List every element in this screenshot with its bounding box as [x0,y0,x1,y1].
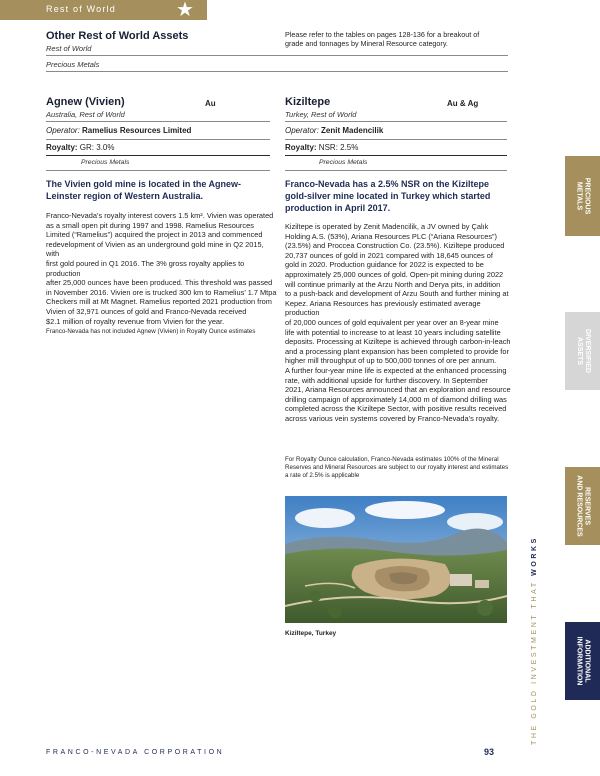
royalty-value: GR: 3.0% [79,143,115,152]
region-kiziltepe: Turkey, Rest of World [285,110,357,119]
note-line: Reserves and Mineral Resources are subject to our royalty interest and estimates [285,464,509,471]
operator-value: Zenit Madencilik [321,126,384,135]
intro-note: Please refer to the tables on pages 128-136 for a breakout of grade and tonnages by Mineral Resource category. [285,30,480,48]
body-agnew [46,211,278,326]
tab-reserves-and-resources[interactable] [565,467,600,545]
body-line: approximately 25,000 ounces of gold. Open-pit mining during 2022 [285,269,504,279]
body-line: to a push-back and development of Arzu South and further mining at [285,289,509,299]
category-kiziltepe: Precious Metals [319,159,368,166]
divider [285,139,507,140]
body-line: $2.1 million of royalty revenue from Vivien for the year. [46,316,225,326]
tagline [523,536,541,745]
body-line: and a processing plant expansion has been completed to provide for [285,346,509,356]
tagline-suffix: WORKS [531,536,538,576]
royalty-row-kiziltepe [285,143,358,152]
intro-category: Precious Metals [46,60,100,69]
body-line: as a small open pit during 1997 and 1998. Ramelius Resources [46,220,254,230]
operator-value: Ramelius Resources Limited [82,126,192,135]
divider [46,155,270,156]
star-icon: ★ [176,0,194,21]
body-line: of 20,000 ounces of gold equivalent per year over an 8-year mine [285,317,499,327]
body-line: 20,737 ounces of gold in 2021 compared with 18,645 ounces of [285,250,493,260]
body-line: Holding A.S. (53%), Ariana Resources PLC (“Ariana Resources”) [285,231,497,241]
tab-precious-metals[interactable] [565,156,600,236]
body-line: after 25,000 ounces have been produced. This threshold was passed [46,278,273,288]
divider [285,155,507,156]
section-label: Rest of World [46,4,116,14]
footer-company: FRANCO-NEVADA CORPORATION [46,749,225,756]
tab-label: PRECIOUS METALS [575,177,591,215]
body-line: in November 2016. Vivien ore is trucked 300 km to Ramelius’ 1.7 Mtpa [46,287,277,297]
body-line: higher mill throughput of up to 500,000 tonnes of ore per annum. [285,356,497,366]
body-line: Vivien of 32,971 ounces of gold and Franco-Nevada received [46,306,247,316]
region-agnew: Australia, Rest of World [46,110,125,119]
commodity-kiziltepe: Au & Ag [447,99,479,108]
asset-name-kiziltepe: Kiziltepe [285,96,331,108]
lede-kiziltepe: Franco-Nevada has a 2.5% NSR on the Kiziltepe gold-silver mine located in Turkey which started production in April 2017. [285,179,491,213]
commodity-agnew: Au [205,99,216,108]
asset-name-agnew: Agnew (Vivien) [46,96,125,108]
page-title: Other Rest of World Assets [46,30,189,42]
divider [46,170,270,171]
kiziltepe-mine-photo [285,496,507,623]
note-line: a rate of 2.5% is applicable [285,472,360,479]
note-kiziltepe [285,456,517,480]
body-line: will continue primarily at the Arzu North and Derya pits, in addition [285,279,501,289]
lede-agnew: The Vivien gold mine is located in the Agnew-Leinster region of Western Australia. [46,179,242,201]
divider [285,170,507,171]
body-line: across various vein systems covered by Franco-Nevada’s royalty. [285,413,500,423]
tab-diversified-assets[interactable] [565,312,600,390]
royalty-label: Royalty: [285,143,317,152]
operator-label: Operator: [46,126,80,135]
body-line: Kiziltepe is operated by Zenit Madencilik, a JV owned by Çalık [285,222,489,231]
operator-row-kiziltepe [285,126,383,135]
body-line: deposits. Processing at Kiziltepe is achieved through carbon-in-leach [285,337,511,347]
body-line: Kepez. Ariana Resources has previously estimated average production [285,298,481,318]
body-line: Franco-Nevada’s royalty interest covers 1.5 km². Vivien was operated [46,211,274,220]
royalty-value: NSR: 2.5% [318,143,359,152]
tab-label: DIVERSIFIED ASSETS [575,329,591,373]
note-agnew: Franco-Nevada has not included Agnew (Vivien) in Royalty Ounce estimates [46,328,256,335]
body-line: life with potential to increase to at least 10 years including satellite [285,327,501,337]
body-line: redevelopment of Vivien as an underground gold mine in Q2 2015, with [46,239,264,259]
royalty-row-agnew [46,143,114,152]
body-line: first gold poured in Q1 2016. The 3% gross royalty applies to production [46,258,245,278]
tab-additional-information[interactable] [565,622,600,700]
operator-row-agnew [46,126,191,135]
page-subtitle: Rest of World [46,44,92,53]
divider [46,71,508,72]
tab-label: RESERVES AND RESOURCES [575,475,591,537]
divider [46,139,270,140]
body-line: (23.5%) and Proccea Construction Co. (23.5%). Kiziltepe produced [285,241,505,251]
body-line: drilling campaign of approximately 14,000 m of diamond drilling was [285,394,507,404]
tab-label: ADDITIONAL INFORMATION [575,636,591,686]
body-line: gold in 2020. Production guidance for 2022 is expected to be [285,260,484,270]
body-line: 2021, Ariana Resources announced that an exploration and resource [285,385,511,395]
operator-label: Operator: [285,126,319,135]
body-kiziltepe [285,222,517,423]
note-line: For Royalty Ounce calculation, Franco-Nevada estimates 100% of the Mineral [285,456,499,463]
photo-caption: Kiziltepe, Turkey [285,630,337,637]
divider [285,121,507,122]
body-line: A further four-year mine life is expected at the enhanced processing [285,365,507,375]
body-line: completed across the Kiziltepe Sector, with positive results received [285,404,507,414]
tagline-prefix: THE GOLD INVESTMENT THAT [531,575,538,745]
divider [46,121,270,122]
body-line: rate, with additional upside for further discovery. In September [285,375,488,385]
body-line: Limited (“Ramelius”) acquired the project in 2013 and commenced [46,230,263,240]
royalty-label: Royalty: [46,143,78,152]
divider [46,55,508,56]
category-agnew: Precious Metals [81,159,130,166]
page-number: 93 [484,747,495,757]
body-line: Checkers mill at Mt Magnet. Ramelius reported 2021 production from [46,297,272,307]
